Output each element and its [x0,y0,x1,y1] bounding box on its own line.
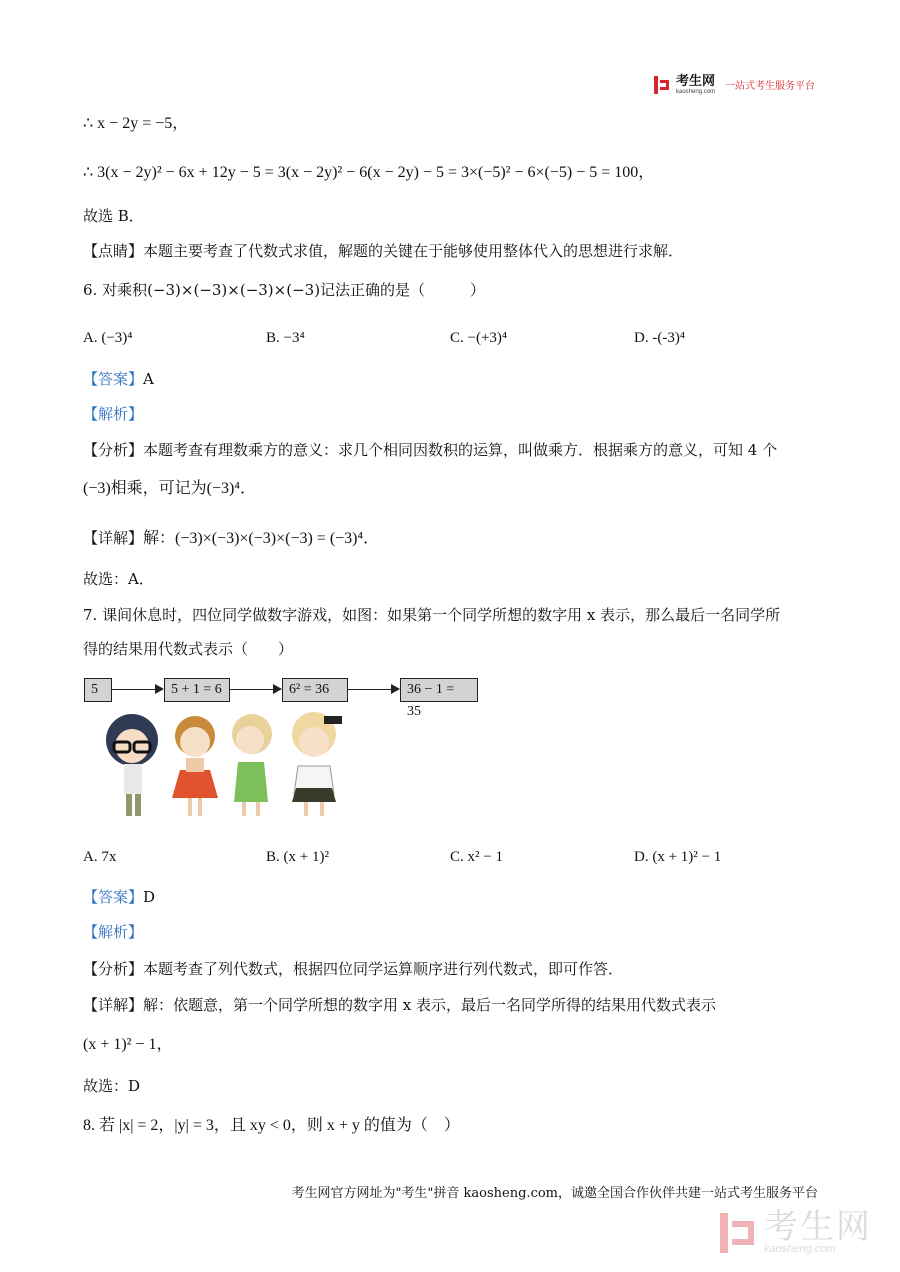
q6-answer [83,368,154,390]
q7-option-a: A. 7x [83,849,117,865]
flow-box-3: 6² = 36 [282,678,348,702]
q6-answer-tag: 【答案】 [83,370,144,388]
kaosheng-logo-icon [652,76,670,94]
q6-detail-text: 解：(−3)×(−3)×(−3)×(−3) = (−3)⁴． [143,530,380,547]
q6-fenxi-1 [83,439,777,461]
choose-b: 故选 B． [83,207,144,225]
dianjing-text: 本题主要考查了代数式求值，解题的关键在于能够使用整体代入的思想进行求解． [143,242,684,260]
q7-detail-1 [83,994,716,1016]
header-logo [652,74,815,95]
q7-detail-2: (x + 1)² − 1， [83,1036,173,1053]
dianjing-tag: 【点睛】 [83,242,144,260]
q7-fenxi-text: 本题考查了列代数式，根据四位同学运算顺序进行列代数式，即可作答． [143,960,624,978]
q7-answer-tag: 【答案】 [83,888,144,906]
q7-analysis-tag: 【解析】 [83,923,144,941]
flow-arrow-1 [112,689,162,690]
four-students-illustration [100,710,355,820]
q6-fenxi-tag: 【分析】 [83,441,144,459]
dianjing-line [83,240,683,262]
q6-detail-tag: 【详解】 [83,529,144,547]
q7-option-d: D. (x + 1)² − 1 [634,849,722,865]
q6-option-c: C. −(+3)⁴ [450,330,508,346]
q6-option-b: B. −3⁴ [266,330,305,346]
watermark-logo-icon [716,1213,756,1253]
q6-answer-value: A [143,370,154,388]
q6-choose: 故选：A． [83,570,154,588]
q7-answer [83,886,155,908]
logo-domain: kaosheng.com [676,89,716,95]
q6-detail [83,527,379,550]
watermark-name: 考生网 [764,1208,872,1246]
q7-answer-value: D [143,888,156,906]
flow-box-4: 36 − 1 = 35 [400,678,478,702]
q7-fenxi-tag: 【分析】 [83,960,144,978]
flow-arrow-2 [230,689,280,690]
q6-fenxi-2: (−3)相乘，可记为(−3)⁴． [83,480,256,497]
footer-note: 考生网官方网址为"考生"拼音 kaosheng.com，诚邀全国合作伙伴共建一站式考生服务平台 [291,1186,818,1201]
watermark-domain: kaosheng.com [764,1243,836,1255]
q7-option-c: C. x² − 1 [450,849,503,865]
q6-analysis-tag: 【解析】 [83,405,144,423]
logo-text [676,74,715,95]
solution-line-2: ∴ 3(x − 2y)² − 6x + 12y − 5 = 3(x − 2y)² − 6(x − 2y) − 5 = 3×(−5)² − 6×(−5) − 5 = 100， [83,164,655,181]
q6-option-a: A. (−3)⁴ [83,330,133,346]
logo-name: 考生网 [676,73,716,88]
flow-box-1: 5 [84,678,112,702]
question-6: 6. 对乘积(−3)×(−3)×(−3)×(−3)记法正确的是（ ） [83,281,486,299]
question-7-line-1: 7. 课间休息时，四位同学做数字游戏，如图：如果第一个同学所想的数字用 x 表示，那么最后一名同学所 [83,606,781,624]
question-8: 8. 若 |x| = 2，|y| = 3，且 xy < 0，则 x + y 的值为（ ） [83,1117,460,1134]
flow-box-2: 5 + 1 = 6 [164,678,230,702]
watermark-text [764,1210,872,1255]
q7-fenxi [83,958,623,980]
flow-arrow-3 [348,689,398,690]
q7-detail-tag: 【详解】 [83,996,144,1014]
q7-option-b: B. (x + 1)² [266,849,329,865]
watermark [716,1210,872,1255]
logo-slogan: 一站式考生服务平台 [725,81,816,92]
q6-option-d: D. -(-3)⁴ [634,330,686,346]
q7-choose: 故选：D [83,1077,141,1095]
q6-fenxi-text: 本题考查有理数乘方的意义：求几个相同因数积的运算，叫做乘方．根据乘方的意义，可知 4 个 [143,441,778,459]
solution-line-1: ∴ x − 2y = −5， [83,115,189,132]
q7-detail-text: 解：依题意，第一个同学所想的数字用 x 表示，最后一名同学所得的结果用代数式表示 [143,996,717,1014]
question-7-line-2: 得的结果用代数式表示（ ） [83,640,294,658]
